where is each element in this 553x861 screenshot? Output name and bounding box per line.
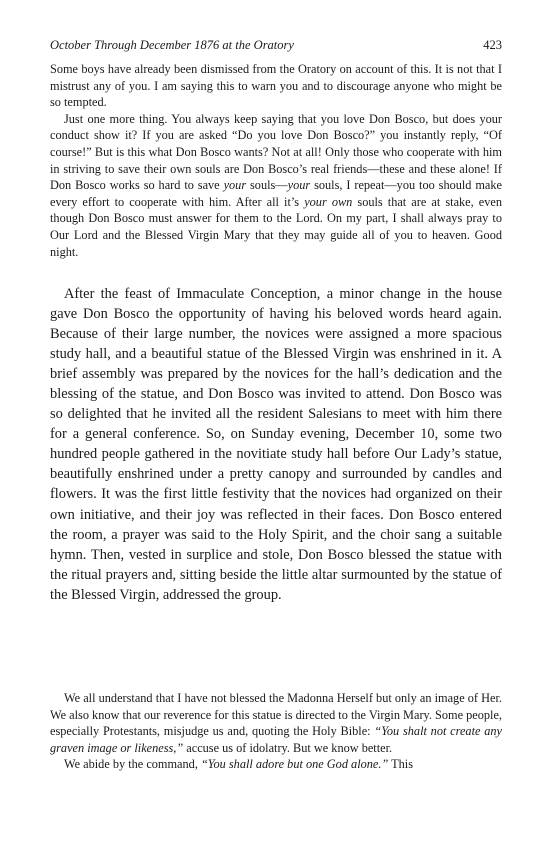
paragraph-command: We abide by the command, “You shall adore but one God alone.” This	[64, 757, 414, 772]
address-section	[50, 690, 502, 773]
paragraph-image-reverence: We all understand that I have not blessed the Madonna Herself but only an image of Her. We also know that our reverence for this statue is directed to the Virgin Mary. Some people, especially Protestants, misjudge us and, quoting the Holy Bible: “You shalt not create any graven image or likeness,” accuse us of idolatry. But we know better.	[50, 691, 502, 755]
chapter-title: October Through December 1876 at the Oratory	[50, 38, 294, 52]
running-head	[50, 37, 502, 53]
narrative-section	[50, 284, 502, 605]
paragraph-love-don-bosco: Just one more thing. You always keep saying that you love Don Bosco, but does your conduct show it? If you are asked “Do you love Don Bosco?” you instantly reply, “Of course!” But is this what Don Bosco wants? Not at all! Only those who cooperate with him in striving to save their own souls are Don Bosco’s real friends—these and these alone! If Don Bosco works so hard to save your souls—your souls, I repeat—you too should make every effort to cooperate with him. After all it’s your own souls that are at stake, even though Don Bosco must answer for them to the Lord. On my part, I shall always pray to Our Lord and the Blessed Virgin Mary that they may guide all of you to heaven. Good night.	[50, 111, 503, 259]
paragraph-dismissal: Some boys have already been dismissed from the Oratory on account of this. It is not that I mistrust any of you. I am saying this to warn you and to discourage anyone who might be so tempted.	[50, 62, 502, 110]
paragraph-statue-blessing: After the feast of Immaculate Conception, a minor change in the house gave Don Bosco the opportunity of having his beloved words heard again. Because of their large number, the novices were assigned a more spacious study hall, and a beautiful statue of the Blessed Virgin was enshrined in it. A brief assembly was prepared by the novices for the hall’s dedication and the blessing of the statue, and Don Bosco was invited to attend. Don Bosco was so delighted that he invited all the resident Salesians to meet with him there for a general conference. So, on Sunday evening, December 10, some two hundred people gathered in the novitiate study hall before Our Lady’s statue, beautifully enshrined under a pretty canopy and surrounded by candles and flowers. It was the first little festivity that the novices had organized on their own initiative, and their joy was reflected in their faces. Don Bosco entered the room, a prayer was said to the Holy Spirit, and the choir sang a suitable hymn. Then, vested in surplice and stole, Don Bosco blessed the statue with the ritual prayers and, sitting beside the little altar surmounted by the statue of the Blessed Virgin, addressed the group.	[50, 286, 502, 603]
page-number: 423	[483, 38, 502, 52]
talk-continuation	[50, 61, 502, 260]
